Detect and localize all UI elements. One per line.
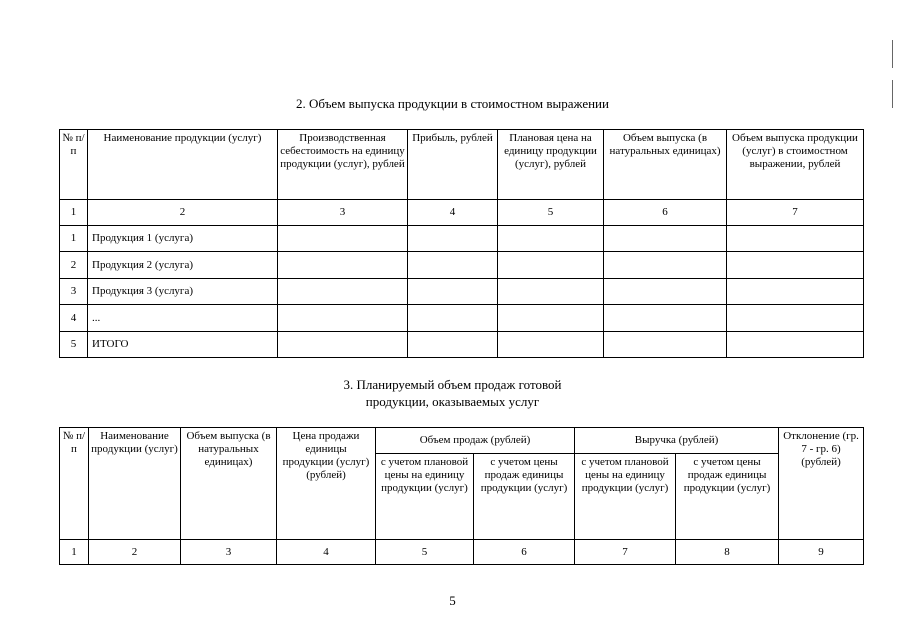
col-header-name: Наименование продукции (услуг)	[88, 130, 278, 200]
empty-cell	[278, 332, 408, 358]
row-name: ...	[88, 305, 278, 332]
col-header-natural-volume: Объем выпуска (в натуральных единицах)	[181, 428, 277, 540]
col-number: 6	[604, 200, 727, 226]
empty-cell	[408, 279, 498, 305]
planned-sales-table	[59, 427, 864, 565]
section3-title-line2: продукции, оказываемых услуг	[365, 394, 540, 409]
empty-cell	[727, 252, 864, 279]
empty-cell	[408, 332, 498, 358]
col-number: 1	[60, 200, 88, 226]
row-name: Продукция 3 (услуга)	[88, 279, 278, 305]
production-volume-table	[59, 129, 864, 358]
empty-cell	[498, 279, 604, 305]
col-number: 1	[60, 540, 89, 565]
subheader-with-sale-price: с учетом цены продаж единицы продукции (услуг)	[676, 454, 779, 540]
empty-cell	[408, 305, 498, 332]
table-row	[60, 226, 864, 252]
row-number: 4	[60, 305, 88, 332]
col-number: 8	[676, 540, 779, 565]
empty-cell	[408, 252, 498, 279]
col-number: 4	[277, 540, 376, 565]
page-number: 5	[449, 593, 456, 608]
col-header-profit: Прибыль, рублей	[408, 130, 498, 200]
empty-cell	[604, 305, 727, 332]
row-name: ИТОГО	[88, 332, 278, 358]
col-number: 6	[474, 540, 575, 565]
empty-cell	[604, 226, 727, 252]
empty-cell	[278, 305, 408, 332]
col-number: 5	[498, 200, 604, 226]
col-header-value-volume: Объем выпуска продукции (услуг) в стоимостном выражении, рублей	[727, 130, 864, 200]
row-number: 3	[60, 279, 88, 305]
margin-mark	[892, 40, 893, 68]
col-number: 7	[575, 540, 676, 565]
subheader-with-sale-price: с учетом цены продаж единицы продукции (услуг)	[474, 454, 575, 540]
subheader-with-plan-price: с учетом плановой цены на единицу продукции (услуг)	[376, 454, 474, 540]
col-header-name: Наименование продукции (услуг)	[89, 428, 181, 540]
col-header-plan-price: Плановая цена на единицу продукции (услуг), рублей	[498, 130, 604, 200]
empty-cell	[408, 226, 498, 252]
empty-cell	[498, 332, 604, 358]
row-number: 5	[60, 332, 88, 358]
column-number-row	[60, 540, 864, 565]
table-row-total	[60, 332, 864, 358]
empty-cell	[498, 305, 604, 332]
col-number: 3	[181, 540, 277, 565]
col-number: 3	[278, 200, 408, 226]
section3-title-line1: 3. Планируемый объем продаж готовой	[343, 377, 562, 392]
col-number: 2	[88, 200, 278, 226]
col-header-cost: Производственная себестоимость на единицу продукции (услуг), рублей	[278, 130, 408, 200]
empty-cell	[278, 226, 408, 252]
header-row	[60, 130, 864, 200]
table-row	[60, 305, 864, 332]
empty-cell	[727, 332, 864, 358]
col-header-revenue: Выручка (рублей)	[575, 428, 779, 454]
row-number: 2	[60, 252, 88, 279]
table-row	[60, 252, 864, 279]
col-header-natural-volume: Объем выпуска (в натуральных единицах)	[604, 130, 727, 200]
column-number-row	[60, 200, 864, 226]
col-number: 4	[408, 200, 498, 226]
col-header-sales-volume: Объем продаж (рублей)	[376, 428, 575, 454]
empty-cell	[604, 252, 727, 279]
col-number: 5	[376, 540, 474, 565]
empty-cell	[278, 252, 408, 279]
empty-cell	[604, 279, 727, 305]
row-name: Продукция 2 (услуга)	[88, 252, 278, 279]
col-number: 2	[89, 540, 181, 565]
row-name: Продукция 1 (услуга)	[88, 226, 278, 252]
col-header-num: № п/п	[60, 130, 88, 200]
col-header-num: № п/п	[60, 428, 89, 540]
empty-cell	[278, 279, 408, 305]
empty-cell	[727, 226, 864, 252]
empty-cell	[498, 252, 604, 279]
table-row	[60, 279, 864, 305]
header-row	[60, 428, 864, 454]
col-number: 9	[779, 540, 864, 565]
col-header-sale-price: Цена продажи единицы продукции (услуг) (рублей)	[277, 428, 376, 540]
empty-cell	[498, 226, 604, 252]
empty-cell	[727, 279, 864, 305]
empty-cell	[604, 332, 727, 358]
section2-title: 2. Объем выпуска продукции в стоимостном выражении	[296, 96, 609, 111]
subheader-with-plan-price: с учетом плановой цены на единицу продукции (услуг)	[575, 454, 676, 540]
col-header-deviation: Отклонение (гр. 7 - гр. 6) (рублей)	[779, 428, 864, 540]
row-number: 1	[60, 226, 88, 252]
empty-cell	[727, 305, 864, 332]
col-number: 7	[727, 200, 864, 226]
